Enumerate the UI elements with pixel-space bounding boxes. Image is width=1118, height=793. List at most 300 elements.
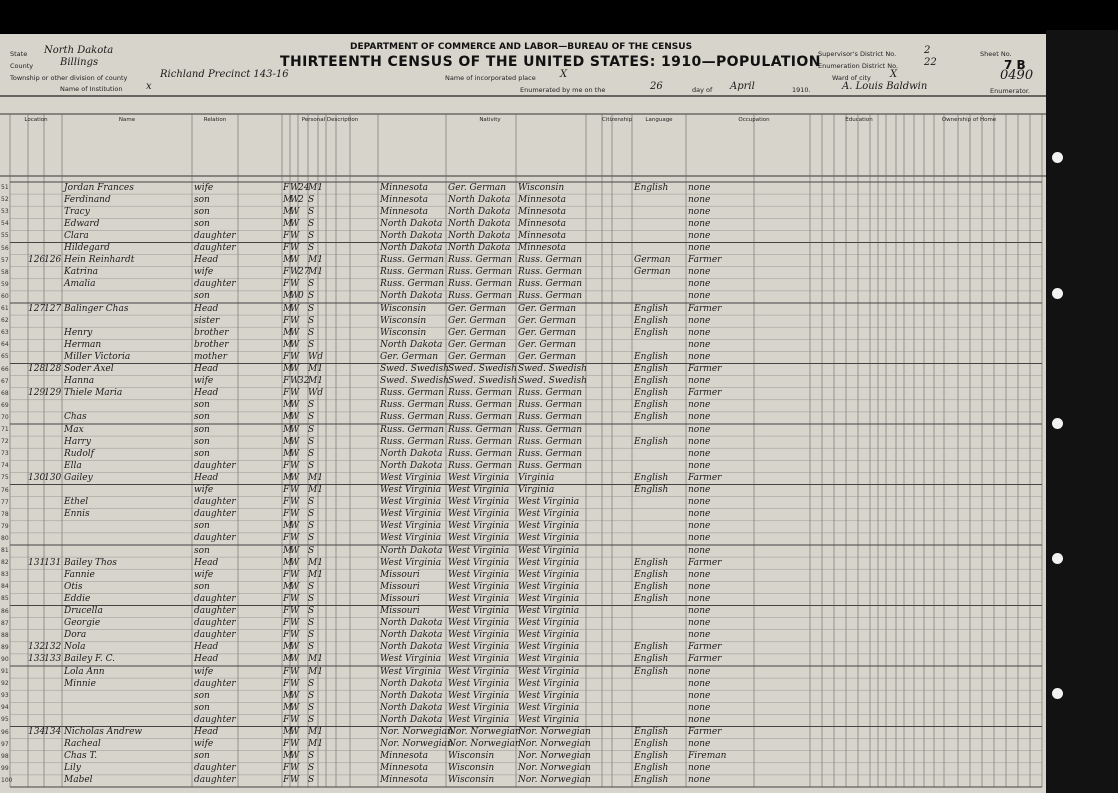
census-sheet [0, 34, 1046, 793]
cell-occupation: none [688, 400, 711, 411]
cell-sex: F [283, 230, 290, 241]
cell-father: North Dakota [448, 243, 511, 253]
cell-father: West Virginia [448, 702, 510, 713]
cell-lang: English [634, 739, 669, 750]
cell-lang: English [634, 727, 669, 737]
cell-mother: Russ. German [518, 412, 583, 423]
cell-occupation: none [688, 230, 711, 241]
row-number: 88 [1, 631, 9, 639]
cell-marital: M1 [308, 485, 323, 495]
row-number: 52 [1, 196, 9, 204]
cell-birth: Missouri [380, 606, 420, 616]
cell-name: Ferdinand [64, 194, 111, 205]
cell-father: West Virginia [448, 654, 510, 665]
cell-father: West Virginia [448, 557, 510, 568]
cell-father: West Virginia [448, 485, 510, 495]
cell-occupation: none [688, 763, 711, 774]
cell-race: W [290, 194, 300, 205]
cell-relation: Head [194, 472, 219, 483]
cell-name: Katrina [64, 267, 99, 278]
cell-marital: M1 [308, 255, 323, 266]
cell-birth: Nor. Norwegian [380, 727, 453, 737]
cell-lang: English [634, 182, 669, 193]
cell-mother: West Virginia [518, 557, 580, 568]
cell-lang: English [634, 557, 669, 568]
cell-name: Edward [64, 218, 100, 229]
cell-mother: Ger. German [518, 339, 577, 350]
state-label: State [10, 50, 28, 58]
cell-birth: Minnesota [380, 182, 429, 193]
cell-birth: Minnesota [380, 751, 429, 762]
cell-father: West Virginia [448, 545, 510, 556]
cell-sex: M [283, 436, 293, 447]
sheet-value: 7 B [1004, 58, 1026, 72]
cell-race: W [290, 678, 300, 689]
cell-sex: M [283, 472, 293, 483]
cell-name: Gailey [64, 472, 93, 483]
cell-occupation: none [688, 315, 711, 326]
cell-occupation: none [688, 497, 711, 508]
cell-relation: daughter [194, 460, 236, 471]
row-number: 73 [1, 450, 9, 458]
cell-family: 132 [44, 642, 62, 653]
cell-race: W [290, 727, 300, 737]
cell-name: Fannie [64, 569, 95, 580]
cell-marital: S [308, 400, 315, 411]
cell-mother: West Virginia [518, 666, 580, 677]
cell-occupation: Farmer [688, 303, 722, 314]
cell-race: W [290, 702, 300, 713]
cell-age: 2 [298, 194, 304, 205]
cell-relation: son [194, 545, 210, 556]
cell-marital: S [308, 412, 315, 423]
cell-relation: son [194, 400, 210, 411]
cell-mother: Swed. Swedish [518, 364, 587, 374]
cell-sex: M [283, 206, 293, 217]
cell-birth: West Virginia [380, 654, 442, 665]
cell-lang: English [634, 327, 669, 338]
binding-margin [1046, 30, 1118, 793]
cell-relation: Head [194, 364, 219, 374]
row-number: 99 [1, 764, 9, 772]
cell-mother: Minnesota [518, 206, 567, 217]
cell-marital: S [308, 751, 315, 762]
cell-mother: Russ. German [518, 448, 583, 459]
cell-marital: M1 [308, 569, 323, 580]
cell-marital: S [308, 460, 315, 471]
ward-value: X [890, 69, 898, 80]
cell-sex: M [283, 291, 293, 302]
institution-label: Name of Institution [60, 85, 123, 93]
cell-relation: wife [194, 485, 214, 495]
cell-marital: S [308, 206, 315, 217]
cell-mother: Minnesota [518, 230, 567, 241]
cell-name: Jordan Frances [64, 182, 134, 193]
cell-father: North Dakota [448, 230, 511, 241]
row-number: 80 [1, 534, 9, 542]
cell-sex: F [283, 533, 290, 544]
cell-sex: M [283, 690, 293, 701]
cell-mother: West Virginia [518, 606, 580, 616]
cell-father: Wisconsin [448, 775, 495, 786]
supervisor-label: Supervisor's District No. [818, 50, 897, 58]
cell-name: Minnie [64, 678, 96, 689]
cell-birth: Missouri [380, 593, 420, 604]
cell-occupation: none [688, 618, 711, 629]
cell-name: Max [64, 424, 84, 435]
cell-lang: English [634, 593, 669, 604]
cell-relation: daughter [194, 593, 236, 604]
cell-mother: Ger. German [518, 303, 577, 314]
cell-occupation: Farmer [688, 727, 722, 737]
cell-name: Herman [64, 339, 102, 350]
cell-mother: Nor. Norwegian [518, 751, 591, 762]
cell-occupation: none [688, 194, 711, 205]
cell-sex: M [283, 557, 293, 568]
cell-lang: English [634, 303, 669, 314]
cell-birth: Russ. German [380, 267, 445, 278]
cell-sex: F [283, 279, 290, 290]
cell-dwelling: 128 [28, 364, 46, 374]
cell-name: Bailey F. C. [64, 654, 115, 665]
cell-birth: North Dakota [380, 690, 443, 701]
cell-occupation: none [688, 182, 711, 193]
cell-father: Ger. German [448, 351, 507, 362]
row-number: 65 [1, 353, 9, 361]
cell-sex: F [283, 315, 290, 326]
cell-father: West Virginia [448, 690, 510, 701]
cell-occupation: none [688, 678, 711, 689]
cell-race: W [290, 714, 300, 725]
cell-sex: F [283, 485, 290, 495]
cell-name: Chas T. [64, 751, 98, 762]
cell-mother: Ger. German [518, 351, 577, 362]
cell-sex: F [283, 376, 290, 387]
cell-marital: S [308, 291, 315, 302]
cell-race: W [290, 206, 300, 217]
cell-sex: M [283, 727, 293, 737]
cell-race: W [290, 218, 300, 229]
cell-mother: West Virginia [518, 702, 580, 713]
cell-sex: F [283, 739, 290, 750]
row-number: 69 [1, 401, 9, 409]
cell-mother: West Virginia [518, 690, 580, 701]
cell-sex: M [283, 303, 293, 314]
cell-sex: F [283, 630, 290, 641]
cell-name: Eddie [64, 593, 91, 604]
cell-lang: English [634, 581, 669, 592]
cell-race: W [290, 230, 300, 241]
cell-sex: F [283, 267, 290, 278]
row-number: 72 [1, 438, 9, 446]
cell-occupation: none [688, 267, 711, 278]
cell-age: 24 [298, 182, 310, 193]
cell-mother: Minnesota [518, 243, 567, 253]
cell-sex: M [283, 654, 293, 665]
cell-relation: daughter [194, 497, 236, 508]
cell-birth: North Dakota [380, 230, 443, 241]
cell-birth: Swed. Swedish [380, 376, 449, 387]
cell-relation: son [194, 448, 210, 459]
cell-occupation: none [688, 206, 711, 217]
cell-relation: daughter [194, 618, 236, 629]
cell-mother: Russ. German [518, 291, 583, 302]
cell-relation: son [194, 751, 210, 762]
cell-sex: F [283, 678, 290, 689]
cell-mother: Russ. German [518, 255, 583, 266]
cell-birth: North Dakota [380, 618, 443, 629]
cell-relation: brother [194, 327, 229, 338]
cell-relation: wife [194, 267, 214, 278]
cell-mother: Swed. Swedish [518, 376, 587, 387]
cell-lang: English [634, 376, 669, 387]
cell-birth: Minnesota [380, 775, 429, 786]
cell-race: W [290, 593, 300, 604]
cell-name: Amalia [64, 279, 96, 290]
cell-race: W [290, 521, 300, 532]
cell-family: 128 [44, 364, 62, 374]
cell-dwelling: 134 [28, 727, 46, 737]
cell-name: Dora [64, 630, 87, 641]
cell-relation: daughter [194, 230, 236, 241]
row-number: 89 [1, 643, 9, 651]
cell-lang: German [634, 267, 671, 278]
punch-hole [1052, 688, 1063, 699]
cell-mother: Nor. Norwegian [518, 739, 591, 750]
enumerated-month: April [730, 81, 755, 92]
cell-dwelling: 133 [28, 654, 46, 665]
cell-lang: English [634, 666, 669, 677]
cell-relation: daughter [194, 533, 236, 544]
cell-name: Racheal [64, 739, 101, 750]
cell-relation: son [194, 291, 210, 302]
row-number: 55 [1, 232, 9, 240]
cell-occupation: none [688, 533, 711, 544]
cell-sex: M [283, 327, 293, 338]
cell-marital: S [308, 678, 315, 689]
cell-father: North Dakota [448, 218, 511, 229]
cell-sex: M [283, 545, 293, 556]
cell-relation: Head [194, 303, 219, 314]
cell-mother: West Virginia [518, 642, 580, 653]
cell-occupation: none [688, 714, 711, 725]
cell-birth: West Virginia [380, 472, 442, 483]
state-value: North Dakota [44, 45, 114, 56]
cell-mother: West Virginia [518, 593, 580, 604]
cell-relation: Head [194, 255, 219, 266]
cell-occupation: none [688, 606, 711, 616]
row-number: 84 [1, 583, 9, 591]
supervisor-value: 2 [924, 45, 931, 56]
cell-relation: son [194, 581, 210, 592]
cell-birth: West Virginia [380, 557, 442, 568]
row-number: 82 [1, 559, 9, 567]
cell-relation: son [194, 218, 210, 229]
cell-relation: son [194, 690, 210, 701]
cell-name: Thiele Maria [64, 388, 123, 399]
cell-name: Drucella [64, 606, 103, 616]
cell-lang: English [634, 569, 669, 580]
punch-hole [1052, 553, 1063, 564]
cell-race: W [290, 424, 300, 435]
row-number: 83 [1, 571, 9, 579]
cell-name: Henry [64, 327, 93, 338]
cell-relation: Head [194, 642, 219, 653]
column-header: Ownership of Home [941, 117, 997, 123]
cell-race: W [290, 557, 300, 568]
cell-marital: S [308, 448, 315, 459]
cell-race: W [290, 315, 300, 326]
cell-birth: West Virginia [380, 509, 442, 520]
cell-sex: F [283, 569, 290, 580]
cell-father: West Virginia [448, 472, 510, 483]
cell-sex: F [283, 460, 290, 471]
cell-lang: English [634, 775, 669, 786]
cell-occupation: none [688, 243, 711, 253]
cell-birth: West Virginia [380, 666, 442, 677]
cell-birth: Russ. German [380, 279, 445, 290]
cell-father: Russ. German [448, 460, 513, 471]
row-number: 87 [1, 619, 9, 627]
cell-relation: wife [194, 666, 214, 677]
cell-marital: M1 [308, 654, 323, 665]
cell-birth: Russ. German [380, 255, 445, 266]
cell-marital: M1 [308, 557, 323, 568]
cell-father: West Virginia [448, 678, 510, 689]
column-header: Occupation [738, 117, 770, 123]
cell-race: W [290, 690, 300, 701]
cell-occupation: none [688, 339, 711, 350]
cell-occupation: Farmer [688, 472, 722, 483]
cell-mother: West Virginia [518, 714, 580, 725]
cell-birth: Minnesota [380, 194, 429, 205]
cell-occupation: none [688, 593, 711, 604]
row-number: 76 [1, 486, 9, 494]
cell-relation: Head [194, 557, 219, 568]
cell-sex: F [283, 497, 290, 508]
cell-race: W [290, 364, 300, 374]
cell-mother: West Virginia [518, 630, 580, 641]
cell-family: 131 [44, 557, 62, 568]
cell-father: Swed. Swedish [448, 364, 517, 374]
cell-race: W [290, 448, 300, 459]
cell-marital: S [308, 194, 315, 205]
cell-occupation: none [688, 485, 711, 495]
cell-father: Nor. Norwegian [448, 739, 521, 750]
row-number: 85 [1, 595, 9, 603]
cell-mother: Russ. German [518, 279, 583, 290]
cell-father: West Virginia [448, 533, 510, 544]
cell-marital: S [308, 630, 315, 641]
cell-age: 27 [298, 267, 310, 278]
enumerated-day: 26 [650, 81, 663, 92]
cell-lang: English [634, 388, 669, 399]
cell-marital: S [308, 243, 315, 253]
cell-marital: Wd [308, 388, 324, 399]
cell-lang: English [634, 485, 669, 495]
cell-lang: English [634, 400, 669, 411]
cell-race: W [290, 485, 300, 495]
cell-occupation: Farmer [688, 654, 722, 665]
cell-father: Ger. German [448, 315, 507, 326]
cell-birth: Minnesota [380, 206, 429, 217]
cell-name: Soder Axel [64, 364, 114, 374]
cell-father: Russ. German [448, 279, 513, 290]
cell-race: W [290, 581, 300, 592]
row-number: 57 [1, 256, 9, 264]
cell-father: West Virginia [448, 593, 510, 604]
cell-birth: North Dakota [380, 678, 443, 689]
cell-birth: North Dakota [380, 545, 443, 556]
cell-occupation: none [688, 448, 711, 459]
cell-marital: S [308, 545, 315, 556]
cell-birth: Wisconsin [380, 315, 427, 326]
column-header: Name [118, 117, 136, 123]
cell-relation: mother [194, 351, 227, 362]
cell-marital: S [308, 230, 315, 241]
cell-relation: daughter [194, 763, 236, 774]
cell-race: W [290, 388, 300, 399]
cell-relation: son [194, 412, 210, 423]
cell-mother: Russ. German [518, 267, 583, 278]
cell-lang: English [634, 315, 669, 326]
cell-birth: North Dakota [380, 339, 443, 350]
cell-birth: North Dakota [380, 460, 443, 471]
cell-father: Swed. Swedish [448, 376, 517, 387]
cell-name: Otis [64, 581, 83, 592]
cell-occupation: none [688, 279, 711, 290]
cell-lang: English [634, 412, 669, 423]
column-header: Relation [203, 117, 227, 123]
cell-birth: West Virginia [380, 533, 442, 544]
cell-marital: S [308, 702, 315, 713]
cell-name: Ennis [64, 509, 90, 520]
cell-occupation: none [688, 376, 711, 387]
cell-sex: F [283, 351, 290, 362]
cell-sex: M [283, 412, 293, 423]
cell-occupation: none [688, 460, 711, 471]
row-number: 81 [1, 547, 9, 554]
township-label: Township or other division of county [10, 74, 128, 82]
cell-occupation: none [688, 630, 711, 641]
cell-marital: S [308, 775, 315, 786]
cell-marital: S [308, 327, 315, 338]
cell-family: 127 [44, 303, 62, 314]
archive-stamp: 0490 [1000, 68, 1034, 83]
row-number: 94 [1, 704, 9, 712]
cell-occupation: none [688, 545, 711, 556]
incorporated-value: X [560, 69, 568, 80]
township-value: Richland Precinct 143-16 [160, 69, 289, 80]
cell-sex: F [283, 388, 290, 399]
cell-birth: North Dakota [380, 291, 443, 302]
cell-relation: daughter [194, 714, 236, 725]
cell-father: Russ. German [448, 436, 513, 447]
cell-name: Nola [64, 642, 86, 653]
cell-sex: M [283, 448, 293, 459]
cell-father: West Virginia [448, 509, 510, 520]
cell-race: W [290, 606, 300, 616]
cell-birth: Missouri [380, 581, 420, 592]
cell-birth: North Dakota [380, 702, 443, 713]
cell-birth: North Dakota [380, 448, 443, 459]
cell-occupation: Farmer [688, 557, 722, 568]
cell-father: North Dakota [448, 206, 511, 217]
column-header: Language [645, 117, 673, 123]
cell-relation: Head [194, 654, 219, 665]
cell-name: Mabel [64, 775, 93, 786]
cell-father: Russ. German [448, 291, 513, 302]
